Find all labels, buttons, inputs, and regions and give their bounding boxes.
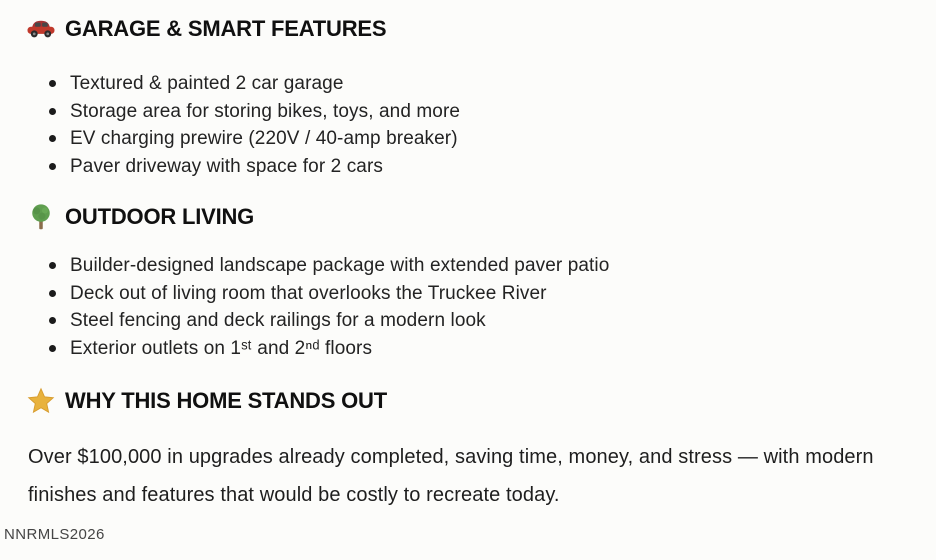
feature-list-garage [26, 70, 906, 180]
bullet-icon [49, 163, 56, 170]
bullet-icon [49, 290, 56, 297]
list-item [26, 70, 906, 98]
list-item [26, 280, 906, 308]
summary-paragraph: Over $100,000 in upgrades already completed, saving time, money, and stress — with modern finishes and features that would be costly to recreate today. [28, 446, 874, 506]
bullet-icon [49, 80, 56, 87]
list-item-text: Paver driveway with space for 2 cars [70, 155, 383, 177]
list-item [26, 125, 906, 153]
star-icon [26, 387, 56, 415]
list-item [26, 307, 906, 335]
list-item [26, 335, 906, 363]
section-title: WHY THIS HOME STANDS OUT [65, 388, 387, 413]
section-heading-garage [26, 14, 906, 44]
list-item-text: Builder-designed landscape package with extended paver patio [70, 255, 610, 276]
list-item-text: Deck out of living room that overlooks the Truckee River [70, 282, 547, 304]
tree-icon [26, 203, 56, 231]
car-icon [26, 15, 56, 43]
list-item-text: Exterior outlets on 1ˢᵗ and 2ⁿᵈ floors [70, 337, 373, 359]
list-item [26, 252, 906, 280]
bullet-icon [49, 345, 56, 352]
section-why-stands-out [26, 386, 906, 514]
list-item-text: Storage area for storing bikes, toys, and more [70, 100, 461, 122]
list-item-text: Steel fencing and deck railings for a modern look [70, 310, 486, 331]
bullet-icon [49, 317, 56, 324]
section-garage [26, 14, 906, 180]
bullet-icon [49, 262, 56, 269]
watermark: NNRMLS2026 [4, 526, 105, 543]
list-item-text: Textured & painted 2 car garage [70, 73, 344, 94]
list-item [26, 98, 906, 126]
feature-list-outdoor [26, 252, 906, 362]
bullet-icon [49, 135, 56, 142]
section-heading-outdoor [26, 202, 906, 232]
section-heading-why [26, 386, 906, 416]
section-title: GARAGE & SMART FEATURES [65, 16, 387, 41]
section-outdoor [26, 202, 906, 362]
bullet-icon [49, 108, 56, 115]
list-item-text: EV charging prewire (220V / 40-amp breaker) [70, 128, 458, 149]
list-item [26, 153, 906, 181]
section-title: OUTDOOR LIVING [65, 204, 255, 229]
